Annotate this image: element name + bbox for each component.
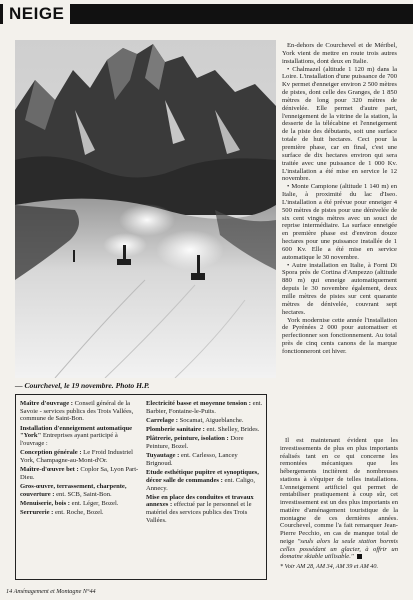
credit-entry: Carrelage : Socamat, Aigueblanche. <box>146 416 244 424</box>
credits-column-right <box>146 400 265 526</box>
photo-caption: — Courchevel, le 19 novembre. Photo H.P. <box>15 381 150 390</box>
photo-illustration <box>15 40 276 378</box>
article-column-bottom-right <box>280 437 398 571</box>
end-mark-icon <box>357 554 362 559</box>
credit-entry: Gros-œuvre, terrassement, charpente, couverture : ent. SCB, Saint-Bon. <box>20 483 127 498</box>
footnote: * Voir AM 28, AM 34, AM 39 et AM 40. <box>280 563 379 570</box>
credit-entry: Conception générale : Le Froid Industriel York, Champagne-au-Mont-d'Or. <box>20 449 133 464</box>
section-title: NEIGE <box>3 3 70 25</box>
paragraph: Il est maintenant évident que les investissements de plus en plus importants réalisés tant en ce qui concerne les remontées mécaniques que les hébergements incitèrent de nombreuses stations à s'équiper de telles installations. L'enneigement artificiel qui permet de rentabiliser pratiquement à coup sûr, cet investissement est un des plus importants en matière d'aménagement touristique de la montagne de ces dernières années. Courchevel, comme l'a fait remarquer Jean-Pierre Pecchio, en cas de manque total de neige "seuls alors la seule station hormis celles possédant un glacier, à offrir un domaine skiable utilisable." <box>280 437 398 561</box>
credit-entry: Tuyautage : ent. Carlesso, Lancey Brignoud. <box>146 452 238 467</box>
credit-entry: Etude esthétique pupitre et synoptiques, décor salle de commandes : ent. Caligo, Annecy. <box>146 469 259 492</box>
credit-entry: Electricité basse et moyenne tension : ent. Barbier, Fontaine-le-Puits. <box>146 400 263 415</box>
paragraph: York modernise cette année l'installation de Pyrénées 2 000 pour automatiser et perfectionner son fonctionnement. Au total près de cinq cents canons de la marque fonctionneront cet hiver. <box>282 316 397 355</box>
credits-box <box>15 394 267 580</box>
credits-column-left <box>20 400 139 518</box>
paragraph: • Chalmazel (altitude 1 120 m) dans la Loire. L'installation d'une puissance de 700 Kv permet d'enneiger environ 2 500 mètres de pistes, dont celle des Granges, de 1 850 mètres de long pour 320 mètres de dénivelée. Elle permet d'autre part, l'enneigement de la vitrine de la station, la desserte de la télécabine et l'enneigement de la piste des débutants, soit une surface totale de huit hectares. Ceci pour la première phase, car en final, c'est une surface de dix hectares environ qui sera traitée avec une puissance de 1 000 Kv. L'installation a été mise en service le 12 novembre. <box>282 65 397 183</box>
credit-entry: Serrurerie : ent. Roche, Bozel. <box>20 509 104 517</box>
page-header <box>0 0 413 22</box>
credit-entry: Menuiserie, bois : ent. Léger, Bozel. <box>20 499 119 507</box>
credit-entry: Mise en place des conduites et travaux annexes : effectué par le personnel et le matériel des services publics des Trois Vallées. <box>146 493 254 524</box>
paragraph: • Autre installation en Italie, à Forni Di Spora près de Cortina d'Ampezzo (altitude 880 m) qui enneige automatiquement depuis le 30 novembre également, deux mille mètres de pistes sur cent quarante mètres de dénivelée, couvrant sept hectares. <box>282 261 397 316</box>
credit-entry: Maître d'ouvrage : Conseil général de la Savoie - services publics des Trois Vallées, commune de Saint-Bon. <box>20 400 134 423</box>
mountain-photo-icon <box>15 40 276 378</box>
credit-entry: Maître-d'œuvre bet : Coplor Sa, Lyon Part-Dieu. <box>20 466 139 481</box>
credit-entry: Plomberie sanitaire : ent. Shelley, Brides. <box>146 426 260 434</box>
paragraph: • Monte Campione (altitude 1 140 m) en Italie, à proximité du lac d'Iseo. L'installation a été prévue pour enneiger 4 500 mètres de pistes pour une dénivelée de six cent vingts mètres avec un souci de reprise intermédiaire. La surface enneigée en première phase est d'environ douze hectares pour une puissance installée de 1 600 Kv. Elle a été mise en service automatique le 30 novembre. <box>282 183 397 261</box>
credit-entry: Plâtrerie, peinture, isolation : Dore Peinture, Bozel. <box>146 435 244 451</box>
credit-entry: Installation d'enneigement automatique "York" Entreprises ayant participé à l'ouvrage : <box>20 424 133 448</box>
page-footer: 14 Aménagement et Montagne N°44 <box>6 588 96 595</box>
article-column-right <box>282 42 397 356</box>
paragraph: En-dehors de Courchevel et de Méribel, York vient de mettre en route trois autres installations, dont deux en Italie. <box>282 42 397 65</box>
